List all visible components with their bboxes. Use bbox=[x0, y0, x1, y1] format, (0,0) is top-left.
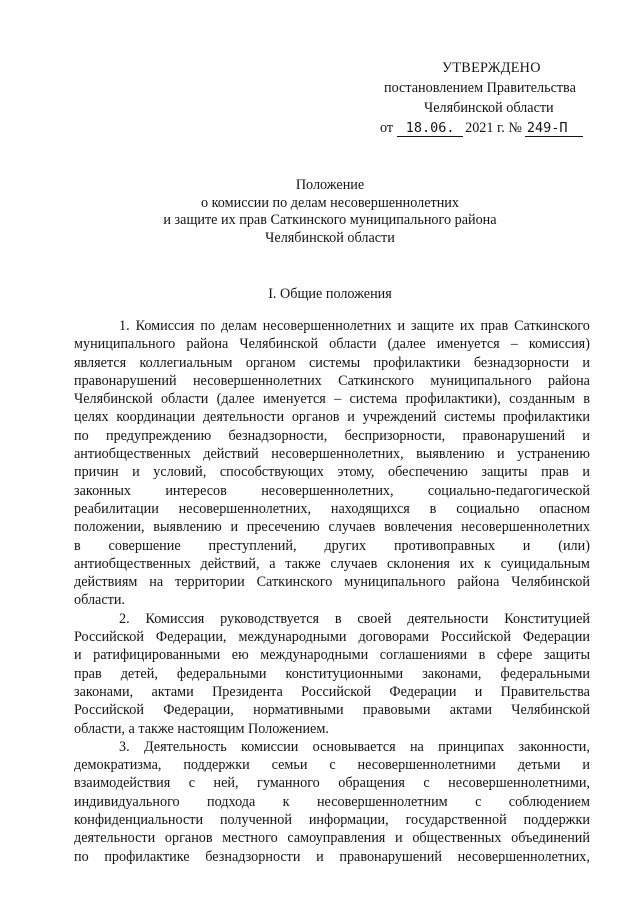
word: случаев bbox=[330, 555, 378, 572]
word: прав bbox=[74, 665, 102, 682]
word: этому, bbox=[337, 464, 375, 481]
word: законами, bbox=[74, 683, 134, 700]
word: правонарушений bbox=[74, 372, 177, 389]
word: вовлечения bbox=[384, 519, 453, 536]
paragraph-line bbox=[74, 701, 590, 719]
word: Федерации, bbox=[163, 702, 234, 719]
word: поддержки bbox=[523, 812, 590, 829]
word: комиссия) bbox=[528, 336, 590, 353]
approval-date-value: 18.06. bbox=[397, 120, 463, 137]
approval-line-region: Челябинской области bbox=[424, 100, 554, 116]
word: несовершеннолетних, bbox=[271, 446, 404, 463]
word: местного bbox=[222, 830, 278, 847]
word: защите bbox=[411, 318, 454, 334]
word: реабилитации bbox=[74, 500, 159, 517]
word: области bbox=[329, 336, 377, 353]
word: и bbox=[522, 537, 531, 554]
word: защиты bbox=[543, 647, 590, 664]
word: Президента bbox=[212, 683, 283, 700]
word: созданным bbox=[509, 391, 576, 408]
word: Российской bbox=[441, 629, 511, 646]
paragraph-line bbox=[74, 573, 590, 591]
word: других bbox=[324, 537, 367, 554]
word: соблюдением bbox=[508, 793, 590, 810]
word: (или) bbox=[558, 537, 590, 554]
justified-row bbox=[74, 390, 590, 408]
word: антиобщественных bbox=[74, 446, 191, 463]
word: по bbox=[200, 318, 216, 334]
word: Саткинского bbox=[514, 318, 590, 334]
word: безнадзорности, bbox=[228, 427, 328, 444]
word: и bbox=[474, 683, 483, 700]
paragraph-line bbox=[74, 738, 590, 756]
word: несовершеннолетних, bbox=[457, 848, 590, 865]
word: деятельности bbox=[407, 610, 489, 627]
word: Комиссия bbox=[135, 318, 195, 334]
word: и bbox=[74, 647, 82, 664]
justified-row bbox=[74, 482, 590, 500]
justified-row bbox=[74, 848, 590, 866]
word: условий, bbox=[153, 464, 207, 481]
word: ею bbox=[231, 647, 249, 664]
paragraph-line bbox=[74, 848, 590, 866]
title-line-2: о комиссии по делам несовершеннолетних bbox=[201, 194, 459, 211]
word: поддержки bbox=[183, 757, 250, 774]
paragraph-line bbox=[74, 408, 590, 426]
word: района bbox=[186, 336, 229, 353]
document-body bbox=[74, 317, 590, 866]
approval-heading: УТВЕРЖДЕНО bbox=[442, 60, 541, 76]
word: в bbox=[429, 500, 437, 517]
word: индивидуального bbox=[74, 793, 180, 810]
word: подхода bbox=[207, 793, 256, 810]
approval-line-resolution: постановлением Правительства bbox=[384, 80, 576, 96]
word: профилактике bbox=[104, 848, 190, 865]
paragraph-line bbox=[74, 829, 590, 847]
word: защиты bbox=[481, 464, 528, 481]
word: опасном bbox=[539, 500, 590, 517]
word: с bbox=[329, 757, 336, 774]
word: семьи bbox=[271, 757, 308, 774]
word: учреждений bbox=[362, 409, 437, 426]
word: в bbox=[478, 647, 486, 664]
word: и bbox=[397, 318, 406, 334]
word: законности, bbox=[518, 738, 590, 755]
justified-row bbox=[74, 555, 590, 573]
word: несовершеннолетними bbox=[357, 757, 496, 774]
justified-row bbox=[74, 665, 590, 683]
paragraph-line bbox=[74, 463, 590, 481]
word: прав bbox=[480, 318, 509, 334]
word: актами bbox=[449, 702, 492, 719]
word: полученной bbox=[219, 812, 292, 829]
word: их bbox=[459, 318, 475, 334]
word: законных bbox=[74, 482, 131, 499]
word: территории bbox=[175, 574, 245, 591]
paragraph-line bbox=[74, 500, 590, 518]
word: социально-педагогической bbox=[427, 482, 590, 499]
word: Федерации bbox=[389, 683, 457, 700]
word: и bbox=[582, 354, 590, 371]
date-prefix: от bbox=[380, 120, 394, 136]
word: (далее bbox=[216, 391, 255, 408]
word: интересов bbox=[165, 482, 227, 499]
word: действий bbox=[203, 446, 259, 463]
word: конфиденциальности bbox=[74, 812, 204, 829]
word: Правительства bbox=[500, 683, 590, 700]
word: международными bbox=[238, 629, 347, 646]
word: самоуправления bbox=[287, 830, 386, 847]
justified-row bbox=[74, 518, 590, 536]
word: выявлению bbox=[153, 519, 222, 536]
word: способствующих bbox=[219, 464, 324, 481]
word: несовершеннолетних bbox=[461, 519, 590, 536]
word: Комиссия bbox=[145, 610, 205, 627]
word: с bbox=[423, 775, 430, 792]
justified-row bbox=[74, 793, 590, 811]
word: безнадзорности bbox=[473, 354, 570, 371]
word: действий, bbox=[200, 555, 260, 572]
word: целях bbox=[74, 409, 109, 426]
paragraph-line bbox=[74, 793, 590, 811]
paragraph-line bbox=[74, 372, 590, 390]
paragraph-line bbox=[74, 317, 590, 335]
word: делам bbox=[220, 318, 257, 334]
justified-row bbox=[74, 756, 590, 774]
word: с bbox=[475, 793, 482, 810]
paragraph-line bbox=[74, 390, 590, 408]
word: Челябинской bbox=[74, 391, 153, 408]
word: преступлений, bbox=[208, 537, 297, 554]
paragraph-line bbox=[74, 335, 590, 353]
word: и bbox=[582, 464, 590, 481]
justified-row bbox=[74, 774, 590, 792]
word: совершение bbox=[108, 537, 181, 554]
approval-stamp bbox=[380, 58, 610, 138]
word: взаимодействия bbox=[74, 775, 171, 792]
word: профилактики bbox=[503, 409, 590, 426]
word: (далее bbox=[387, 336, 426, 353]
word: социально bbox=[456, 500, 520, 517]
word: и bbox=[395, 830, 403, 847]
word: предупреждению bbox=[105, 427, 212, 444]
word: информации, bbox=[308, 812, 389, 829]
justified-row bbox=[74, 646, 590, 664]
word: устранению bbox=[517, 446, 590, 463]
word: соглашениями bbox=[379, 647, 468, 664]
word: обращения bbox=[338, 775, 405, 792]
justified-row bbox=[74, 701, 590, 719]
justified-row bbox=[74, 738, 590, 756]
word: выявлению bbox=[416, 446, 485, 463]
justified-row bbox=[74, 335, 590, 353]
word: демократизма, bbox=[74, 757, 162, 774]
word: Челябинской bbox=[239, 336, 319, 353]
paragraph-line bbox=[74, 665, 590, 683]
word: именуется bbox=[262, 391, 326, 408]
word: принципах bbox=[438, 738, 505, 755]
word: и bbox=[132, 464, 140, 481]
word: и bbox=[316, 848, 324, 865]
paragraph-line bbox=[74, 518, 590, 536]
word: положении, bbox=[74, 519, 145, 536]
word: с bbox=[188, 775, 196, 792]
word: несовершеннолетним bbox=[316, 793, 448, 810]
word: несовершеннолетних, bbox=[261, 482, 394, 499]
paragraph-line bbox=[74, 646, 590, 664]
word: Федерации, bbox=[155, 629, 227, 646]
word: объединений bbox=[511, 830, 590, 847]
word: и bbox=[497, 446, 505, 463]
word: Российской bbox=[74, 702, 144, 719]
paragraph-line bbox=[74, 482, 590, 500]
word: Челябинской bbox=[511, 702, 590, 719]
word: по bbox=[74, 427, 89, 444]
paragraph-line bbox=[74, 354, 590, 372]
word: актами bbox=[151, 683, 194, 700]
word: муниципального bbox=[74, 336, 176, 353]
word: правовыми bbox=[362, 702, 431, 719]
paragraph-line bbox=[74, 628, 590, 646]
word: к bbox=[282, 793, 290, 810]
justified-row bbox=[74, 811, 590, 829]
paragraph-line bbox=[74, 683, 590, 701]
word: в bbox=[583, 391, 590, 408]
word: в bbox=[334, 610, 342, 627]
word: склонения bbox=[386, 555, 450, 572]
approval-number-value: 249-П bbox=[525, 120, 583, 137]
word: детей, bbox=[120, 665, 158, 682]
word: конституционными bbox=[285, 665, 404, 682]
approval-date-line bbox=[380, 118, 610, 138]
word: суицидальным bbox=[500, 555, 590, 572]
word: безнадзорности bbox=[205, 848, 301, 865]
word: является bbox=[74, 354, 127, 371]
justified-row bbox=[74, 683, 590, 701]
paragraph-line bbox=[74, 774, 590, 792]
word: органом bbox=[245, 354, 296, 371]
paragraph-2 bbox=[74, 610, 590, 738]
word: несовершеннолетних, bbox=[178, 500, 312, 517]
word: своей bbox=[357, 610, 392, 627]
word: общественных bbox=[412, 830, 502, 847]
justified-row bbox=[74, 354, 590, 372]
word: сфере bbox=[496, 647, 533, 664]
word: федеральными bbox=[500, 665, 590, 682]
justified-row bbox=[74, 628, 590, 646]
word: коллегиальным bbox=[139, 354, 233, 371]
word: координации bbox=[116, 409, 196, 426]
word: международными bbox=[260, 647, 369, 664]
word: детьми bbox=[517, 757, 561, 774]
word: района bbox=[548, 372, 590, 389]
word: правонарушений bbox=[462, 427, 566, 444]
word: органов bbox=[291, 409, 340, 426]
justified-row bbox=[74, 829, 590, 847]
justified-row bbox=[74, 372, 590, 390]
word: Российской bbox=[74, 629, 144, 646]
word: находящихся bbox=[330, 500, 410, 517]
paragraph-line bbox=[74, 555, 590, 573]
word: 2. bbox=[119, 610, 130, 627]
word: их bbox=[459, 555, 475, 572]
word: Российской bbox=[301, 683, 372, 700]
word: несовершеннолетних bbox=[192, 372, 322, 389]
word: нормативными bbox=[253, 702, 344, 719]
word: руководствуется bbox=[220, 610, 320, 627]
word: прав bbox=[541, 464, 569, 481]
word: системы bbox=[444, 409, 496, 426]
word: и bbox=[582, 757, 590, 774]
word: законами, bbox=[422, 665, 482, 682]
paragraph-3 bbox=[74, 738, 590, 866]
justified-row bbox=[74, 408, 590, 426]
word: муниципального bbox=[430, 372, 532, 389]
justified-row bbox=[74, 445, 590, 463]
word: района bbox=[457, 574, 500, 591]
word: профилактики), bbox=[405, 391, 501, 408]
word: и bbox=[582, 427, 590, 444]
word: Конституцией bbox=[504, 610, 590, 627]
justified-row bbox=[74, 427, 590, 445]
word: антиобщественных bbox=[74, 555, 191, 572]
word: системы bbox=[308, 354, 361, 371]
year-and-number-label: 2021 г. № bbox=[465, 120, 522, 136]
justified-row bbox=[74, 463, 590, 481]
title-line-3: и защите их прав Саткинского муниципального района bbox=[163, 212, 497, 228]
justified-row bbox=[74, 317, 590, 335]
paragraph-line: области. bbox=[74, 592, 125, 609]
word: на bbox=[409, 738, 424, 755]
word: комиссии bbox=[241, 738, 299, 755]
word: профилактики bbox=[373, 354, 461, 371]
paragraph-line: области, а также настоящим Положением. bbox=[74, 720, 329, 737]
paragraph-line bbox=[74, 445, 590, 463]
paragraph-1 bbox=[74, 317, 590, 610]
justified-row bbox=[74, 573, 590, 591]
word: Саткинского bbox=[256, 574, 333, 591]
word: несовершеннолетними, bbox=[448, 775, 590, 792]
word: действиям bbox=[74, 574, 138, 591]
word: система bbox=[349, 391, 398, 408]
word: деятельности bbox=[202, 409, 285, 426]
word: Деятельность bbox=[143, 738, 227, 755]
word: основывается bbox=[312, 738, 396, 755]
word: в bbox=[74, 537, 81, 554]
word: Челябинской bbox=[511, 574, 590, 591]
word: случаев bbox=[328, 519, 376, 536]
word: по bbox=[74, 848, 89, 865]
justified-row bbox=[74, 610, 590, 628]
word: ней, bbox=[213, 775, 239, 792]
justified-row bbox=[74, 537, 590, 555]
word: причин bbox=[74, 464, 119, 481]
word: 1. bbox=[119, 318, 130, 334]
word: государственной bbox=[405, 812, 507, 829]
section-heading: I. Общие положения bbox=[268, 286, 392, 302]
word: Саткинского bbox=[338, 372, 414, 389]
word: и bbox=[347, 409, 355, 426]
word: договорами bbox=[358, 629, 429, 646]
word: а bbox=[269, 555, 276, 572]
word: ратифицированными bbox=[93, 647, 221, 664]
word: противоправных bbox=[393, 537, 495, 554]
word: именуется bbox=[436, 336, 500, 353]
word: 3. bbox=[119, 738, 130, 755]
word: гуманного bbox=[257, 775, 320, 792]
word: правонарушений bbox=[339, 848, 442, 865]
word: федеральными bbox=[176, 665, 267, 682]
word: на bbox=[149, 574, 164, 591]
word: также bbox=[285, 555, 321, 572]
word: деятельности bbox=[74, 830, 156, 847]
title-line-4: Челябинской области bbox=[265, 229, 395, 246]
paragraph-line bbox=[74, 811, 590, 829]
word: беспризорности, bbox=[344, 427, 446, 444]
word: и bbox=[230, 519, 239, 536]
word: – bbox=[334, 391, 342, 408]
justified-row bbox=[74, 500, 590, 518]
paragraph-line bbox=[74, 427, 590, 445]
word: муниципального bbox=[344, 574, 446, 591]
word: несовершеннолетних bbox=[262, 318, 392, 334]
word: – bbox=[510, 336, 518, 353]
paragraph-line bbox=[74, 537, 590, 555]
word: органов bbox=[164, 830, 213, 847]
word: области bbox=[160, 391, 209, 408]
paragraph-line bbox=[74, 610, 590, 628]
word: обеспечению bbox=[388, 464, 468, 481]
word: пресечению bbox=[246, 519, 320, 536]
title-line-1: Положение bbox=[295, 177, 365, 193]
document-title bbox=[110, 177, 550, 247]
word: к bbox=[484, 555, 491, 572]
paragraph-line bbox=[74, 756, 590, 774]
word: Федерации bbox=[522, 629, 590, 646]
